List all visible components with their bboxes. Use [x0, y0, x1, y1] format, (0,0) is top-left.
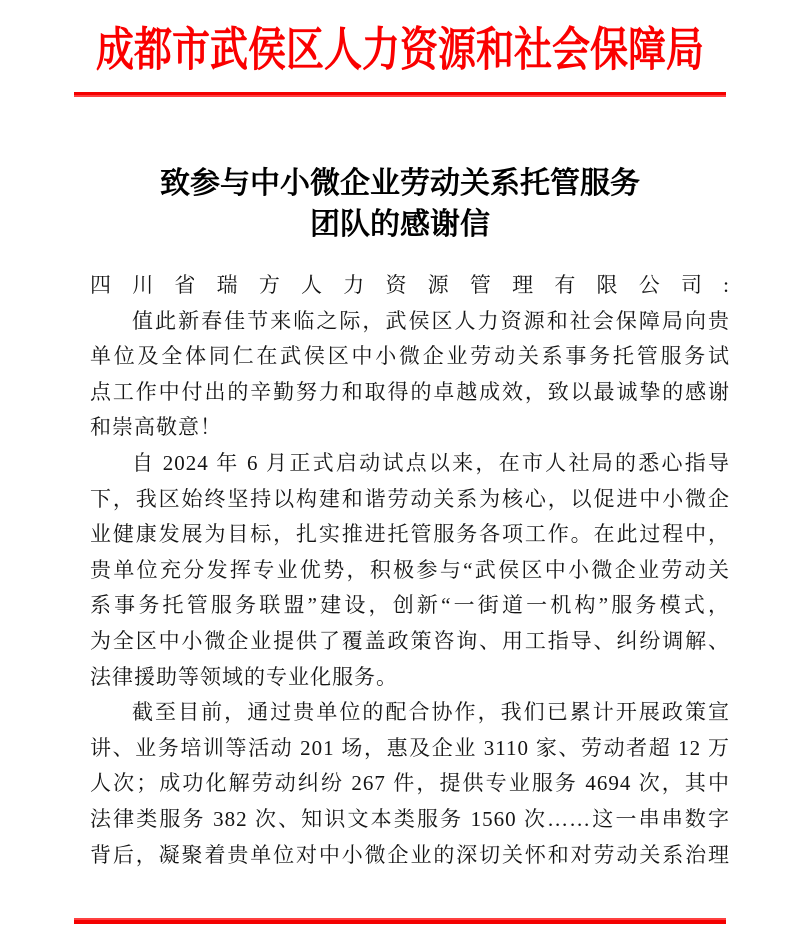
- body-line: 自 2024 年 6 月正式启动试点以来，在市人社局的悉心指导: [132, 450, 730, 475]
- body-line: 值此新春佳节来临之际，武侯区人力资源和社会保障局向贵: [132, 308, 730, 333]
- body-line: 截至目前，通过贵单位的配合协作，我们已累计开展政策宣: [132, 700, 730, 725]
- body-line: 单位及全体同仁在武侯区中小微企业劳动关系事务托管服务试: [90, 344, 730, 369]
- body-line: 贵单位充分发挥专业优势，积极参与“武侯区中小微企业劳动关: [90, 557, 730, 582]
- body-line: 点工作中付出的辛勤努力和取得的卓越成效，致以最诚挚的感谢: [90, 379, 730, 404]
- body-line: 系事务托管服务联盟”建设，创新“一街道一机构”服务模式，: [90, 593, 730, 618]
- letter-title-line1: 致参与中小微企业劳动关系托管服务: [160, 167, 640, 200]
- letterhead-org-name: 成都市武侯区人力资源和社会保障局: [95, 25, 704, 77]
- letter-title: [0, 163, 800, 245]
- body-line: 法律类服务 382 次、知识文本类服务 1560 次……这一串串数字: [90, 806, 730, 831]
- body-line: 为全区中小微企业提供了覆盖政策咨询、用工指导、纠纷调解、: [90, 628, 730, 653]
- body-line: 业健康发展为目标，扎实推进托管服务各项工作。在此过程中，: [90, 522, 730, 547]
- body-line: 讲、业务培训等活动 201 场，惠及企业 3110 家、劳动者超 12 万: [90, 735, 730, 760]
- letter-title-line2: 团队的感谢信: [310, 208, 490, 241]
- body-line: 人次；成功化解劳动纠纷 267 件，提供专业服务 4694 次，其中: [90, 771, 730, 796]
- footer-divider-line: [74, 918, 726, 924]
- body-line: 下，我区始终坚持以构建和谐劳动关系为核心，以促进中小微企: [90, 486, 730, 511]
- body-line: 法律援助等领域的专业化服务。: [90, 664, 398, 689]
- letter-body: [90, 268, 730, 873]
- header-divider-line: [74, 92, 726, 97]
- body-line: 背后，凝聚着贵单位对中小微企业的深切关怀和对劳动关系治理: [90, 842, 730, 867]
- body-line: 和崇高敬意！: [90, 415, 222, 440]
- salutation-line: 四川省瑞方人力资源管理有限公司:: [90, 273, 730, 297]
